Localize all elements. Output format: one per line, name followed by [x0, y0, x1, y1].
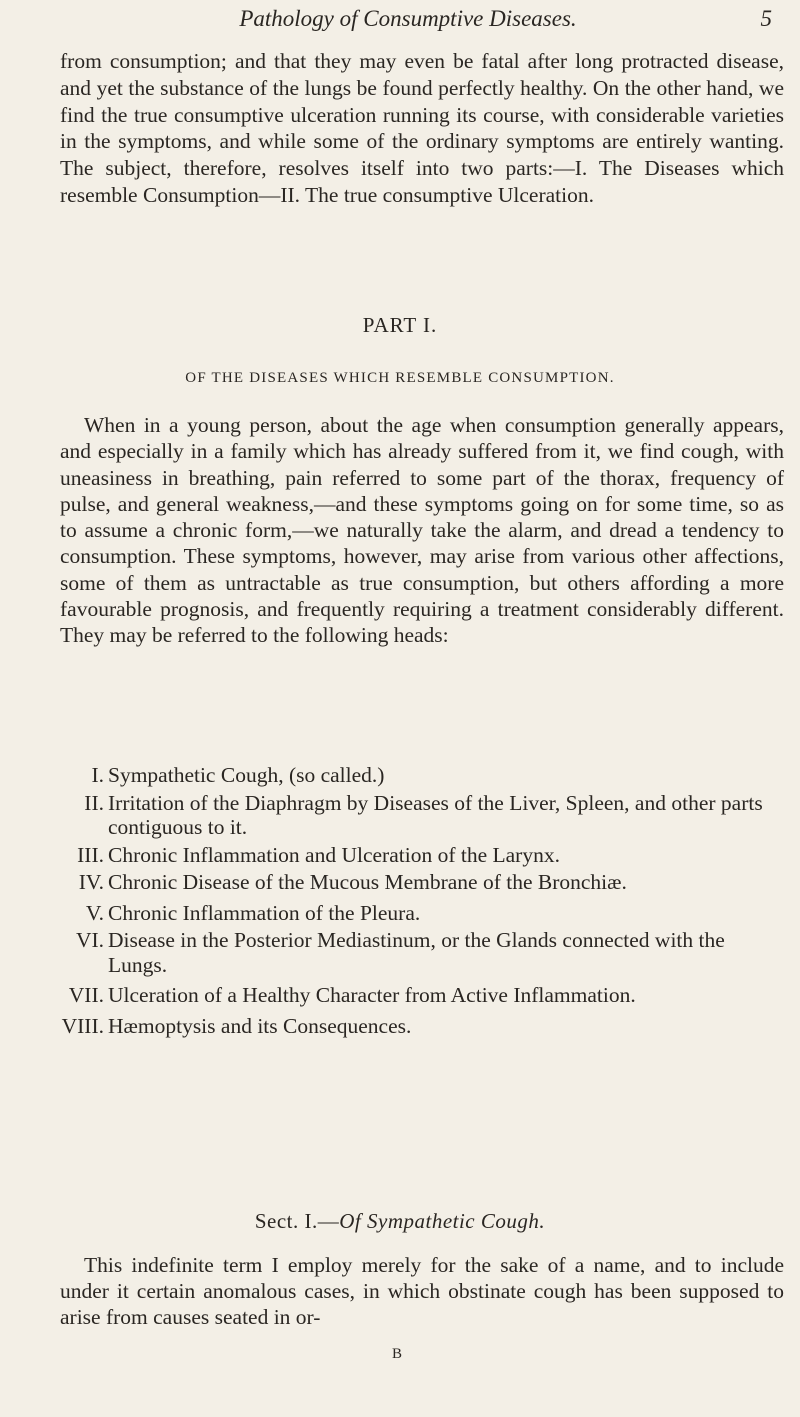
item-number: I.	[91, 763, 104, 787]
item-number: II.	[84, 790, 104, 815]
section-paragraph	[60, 1252, 784, 1330]
page-number: 5	[760, 6, 772, 31]
item-text: Ulceration of a Healthy Character from Active Inflammation.	[108, 983, 636, 1007]
running-title: Pathology of Consumptive Diseases.	[239, 6, 577, 31]
part-subtitle: OF THE DISEASES WHICH RESEMBLE CONSUMPTION.	[185, 370, 615, 386]
part-title: PART I.	[362, 313, 438, 337]
running-header	[108, 6, 772, 36]
list-item	[60, 763, 784, 788]
body-paragraph	[60, 412, 784, 649]
list-item	[60, 843, 784, 868]
body-text: When in a young person, about the age when consumption generally appears, and especially in a family which has already suffered from it, we find cough, with uneasiness in breathing, pain referred to some part of the thorax, frequency of pulse, and general weakness,—and these symptoms going on for some time, so as to assume a chronic form,—we naturally take the alarm, and dread a tendency to consumption. These symptoms, however, may arise from various other affections, some of them as untractable as true consumption, but others affording a more favourable prognosis, and frequently requiring a treatment considerably different. They may be referred to the following heads:	[60, 413, 784, 648]
intro-paragraph	[60, 48, 784, 209]
signature-mark: B	[392, 1346, 403, 1362]
item-text: Hæmoptysis and its Consequences.	[108, 1013, 412, 1038]
list-item	[60, 870, 784, 895]
item-text: Chronic Inflammation of the Pleura.	[108, 900, 421, 925]
item-text: Chronic Disease of the Mucous Membrane of the Bronchiæ.	[108, 870, 627, 894]
item-number: VII.	[68, 983, 104, 1007]
item-number: V.	[85, 900, 104, 925]
item-number: VI.	[75, 928, 104, 952]
list-item	[60, 1014, 784, 1039]
item-number: IV.	[78, 870, 104, 894]
item-text: Chronic Inflammation and Ulceration of the Larynx.	[108, 842, 560, 867]
section-text: This indefinite term I employ merely for the sake of a name, and to include under it certain anomalous cases, in which obstinate cough has been supposed to arise from causes seated in or-	[60, 1253, 784, 1329]
heads-list	[60, 763, 784, 1041]
list-item	[60, 791, 784, 840]
intro-text: from consumption; and that they may even be fatal after long protracted disease, and yet the substance of the lungs be found perfectly healthy. On the other hand, we find the true consumptive ulceration running its course, with considerable varieties in the symptoms, and while some of the ordinary symptoms are entirely wanting. The subject, therefore, resolves itself into two parts:—I. The Diseases which resemble Consumption—II. The true consumptive Ulceration.	[60, 49, 784, 207]
item-text: Disease in the Posterior Mediastinum, or the Glands connected with the Lungs.	[108, 928, 725, 977]
item-text: Irritation of the Diaphragm by Diseases of the Liver, Spleen, and other parts contiguous to it.	[108, 790, 763, 839]
item-text: Sympathetic Cough, (so called.)	[108, 763, 385, 787]
section-heading	[0, 1209, 800, 1234]
item-number: VIII.	[61, 1013, 104, 1038]
section-label: Sect. I.—	[254, 1209, 340, 1233]
list-item	[60, 983, 784, 1008]
section-title: Of Sympathetic Cough.	[339, 1209, 546, 1233]
list-item	[60, 928, 784, 977]
item-number: III.	[77, 842, 104, 867]
list-item	[60, 901, 784, 926]
